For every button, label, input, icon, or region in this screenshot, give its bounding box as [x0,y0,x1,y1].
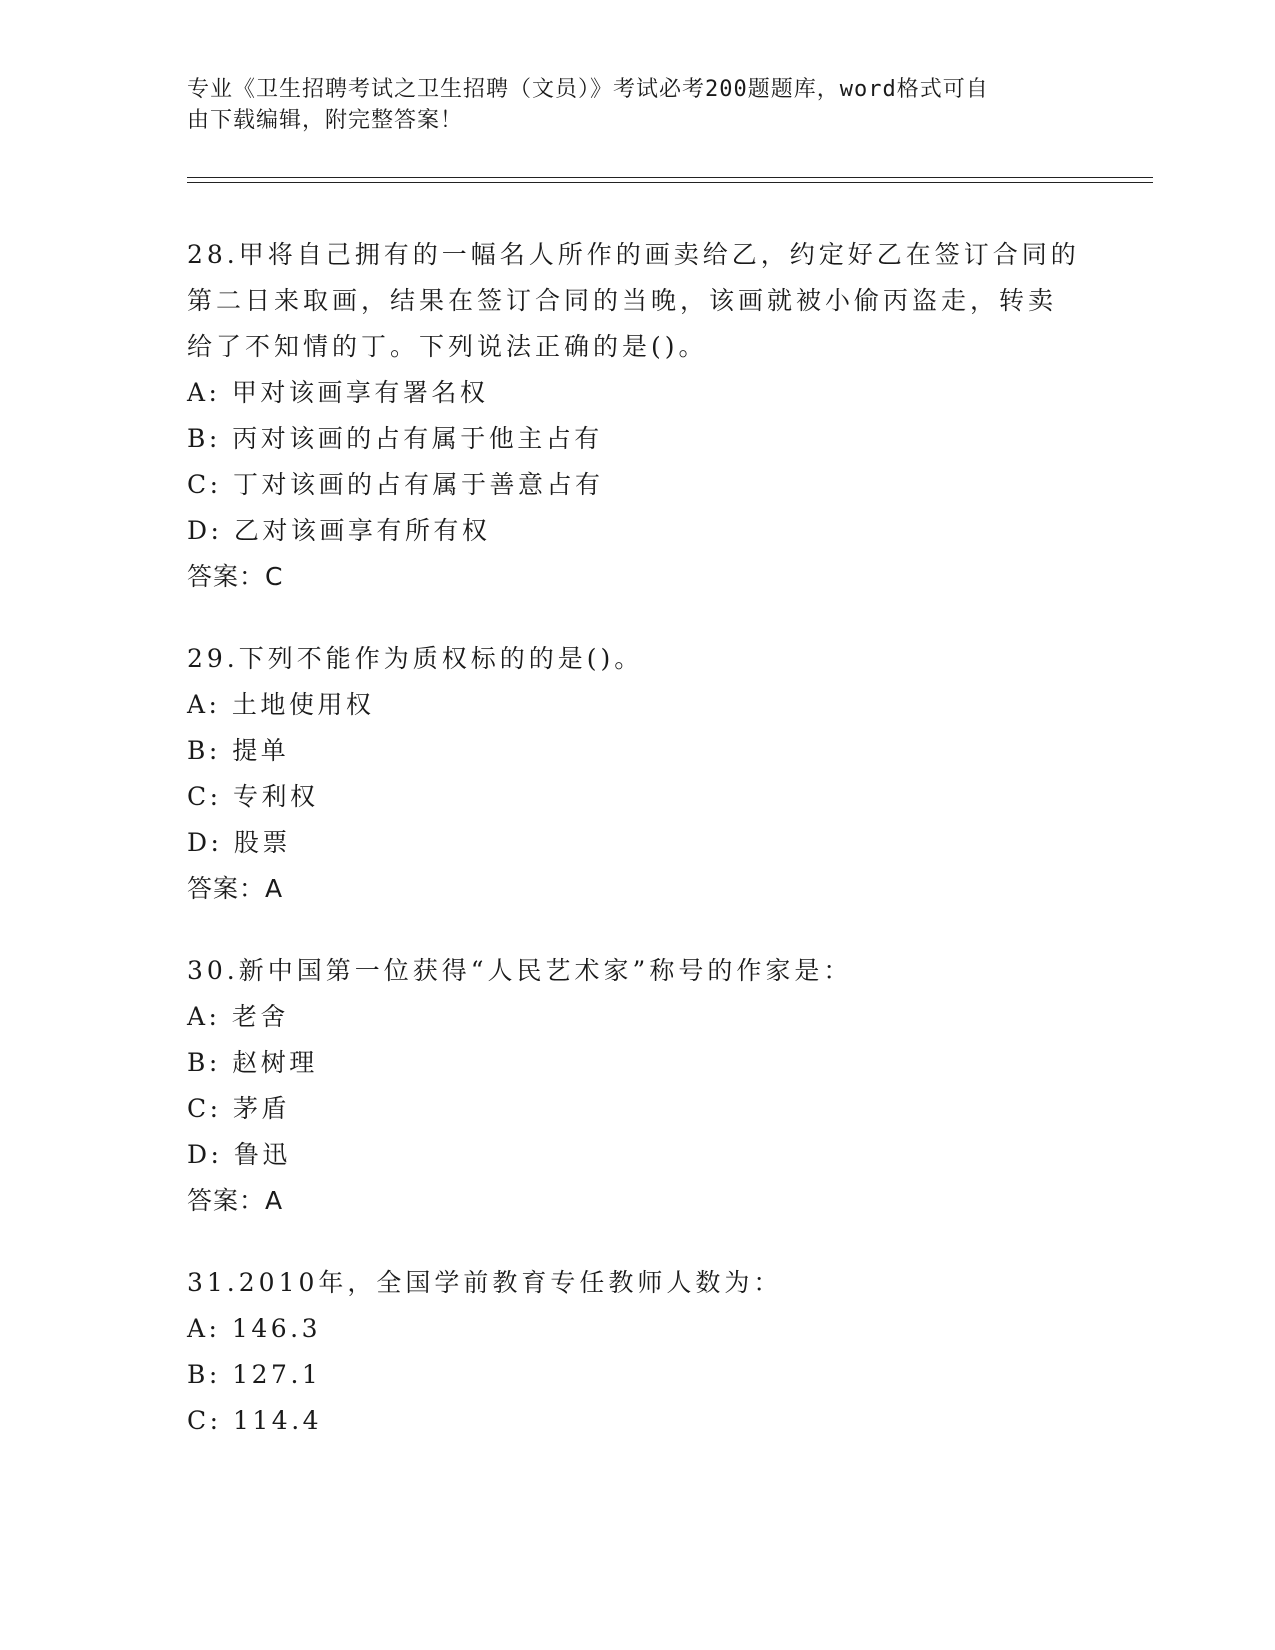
header-rule-bottom [187,182,1153,183]
option-a: A: 土地使用权 [187,690,375,719]
header-line-2: 由下载编辑，附完整答案！ [187,108,464,133]
question-stem [187,636,1087,682]
question-31 [187,1260,1087,1444]
option-a: A: 甲对该画享有署名权 [187,378,489,407]
stem-line: 给了不知情的丁。下列说法正确的是()。 [187,332,708,361]
answer-text: 答案：A [187,1186,284,1215]
header-rule-top [187,177,1153,178]
option-d: D: 股票 [187,828,291,857]
answer-text: 答案：C [187,562,284,591]
question-30 [187,948,1087,1224]
question-29 [187,636,1087,912]
stem-line: 第二日来取画，结果在签订合同的当晚，该画就被小偷丙盗走，转卖 [187,286,1058,315]
stem-line: 29.下列不能作为质权标的的是()。 [187,644,644,673]
option-b: B: 赵树理 [187,1048,318,1077]
option-c: C: 茅盾 [187,1094,290,1123]
question-stem [187,948,1087,994]
option-c: C: 专利权 [187,782,319,811]
option-d: D: 鲁迅 [187,1140,291,1169]
header-line-1: 专业《卫生招聘考试之卫生招聘（文员）》考试必考200题题库，word格式可自 [187,77,989,102]
question-28 [187,232,1087,600]
question-stem [187,232,1087,370]
option-b: B: 提单 [187,736,290,765]
option-b: B: 丙对该画的占有属于他主占有 [187,424,603,453]
answer-text: 答案：A [187,874,284,903]
option-c: C: 114.4 [187,1406,323,1435]
question-stem [187,1260,1087,1306]
stem-line: 30.新中国第一位获得“人民艺术家”称号的作家是： [187,956,853,985]
stem-line: 28.甲将自己拥有的一幅名人所作的画卖给乙，约定好乙在签订合同的 [187,240,1080,269]
document-header [187,74,1087,136]
question-list [187,232,1087,1480]
option-a: A: 146.3 [187,1314,321,1343]
stem-line: 31.2010年，全国学前教育专任教师人数为： [187,1268,783,1297]
option-b: B: 127.1 [187,1360,322,1389]
option-c: C: 丁对该画的占有属于善意占有 [187,470,604,499]
option-d: D: 乙对该画享有所有权 [187,516,491,545]
option-a: A: 老舍 [187,1002,289,1031]
